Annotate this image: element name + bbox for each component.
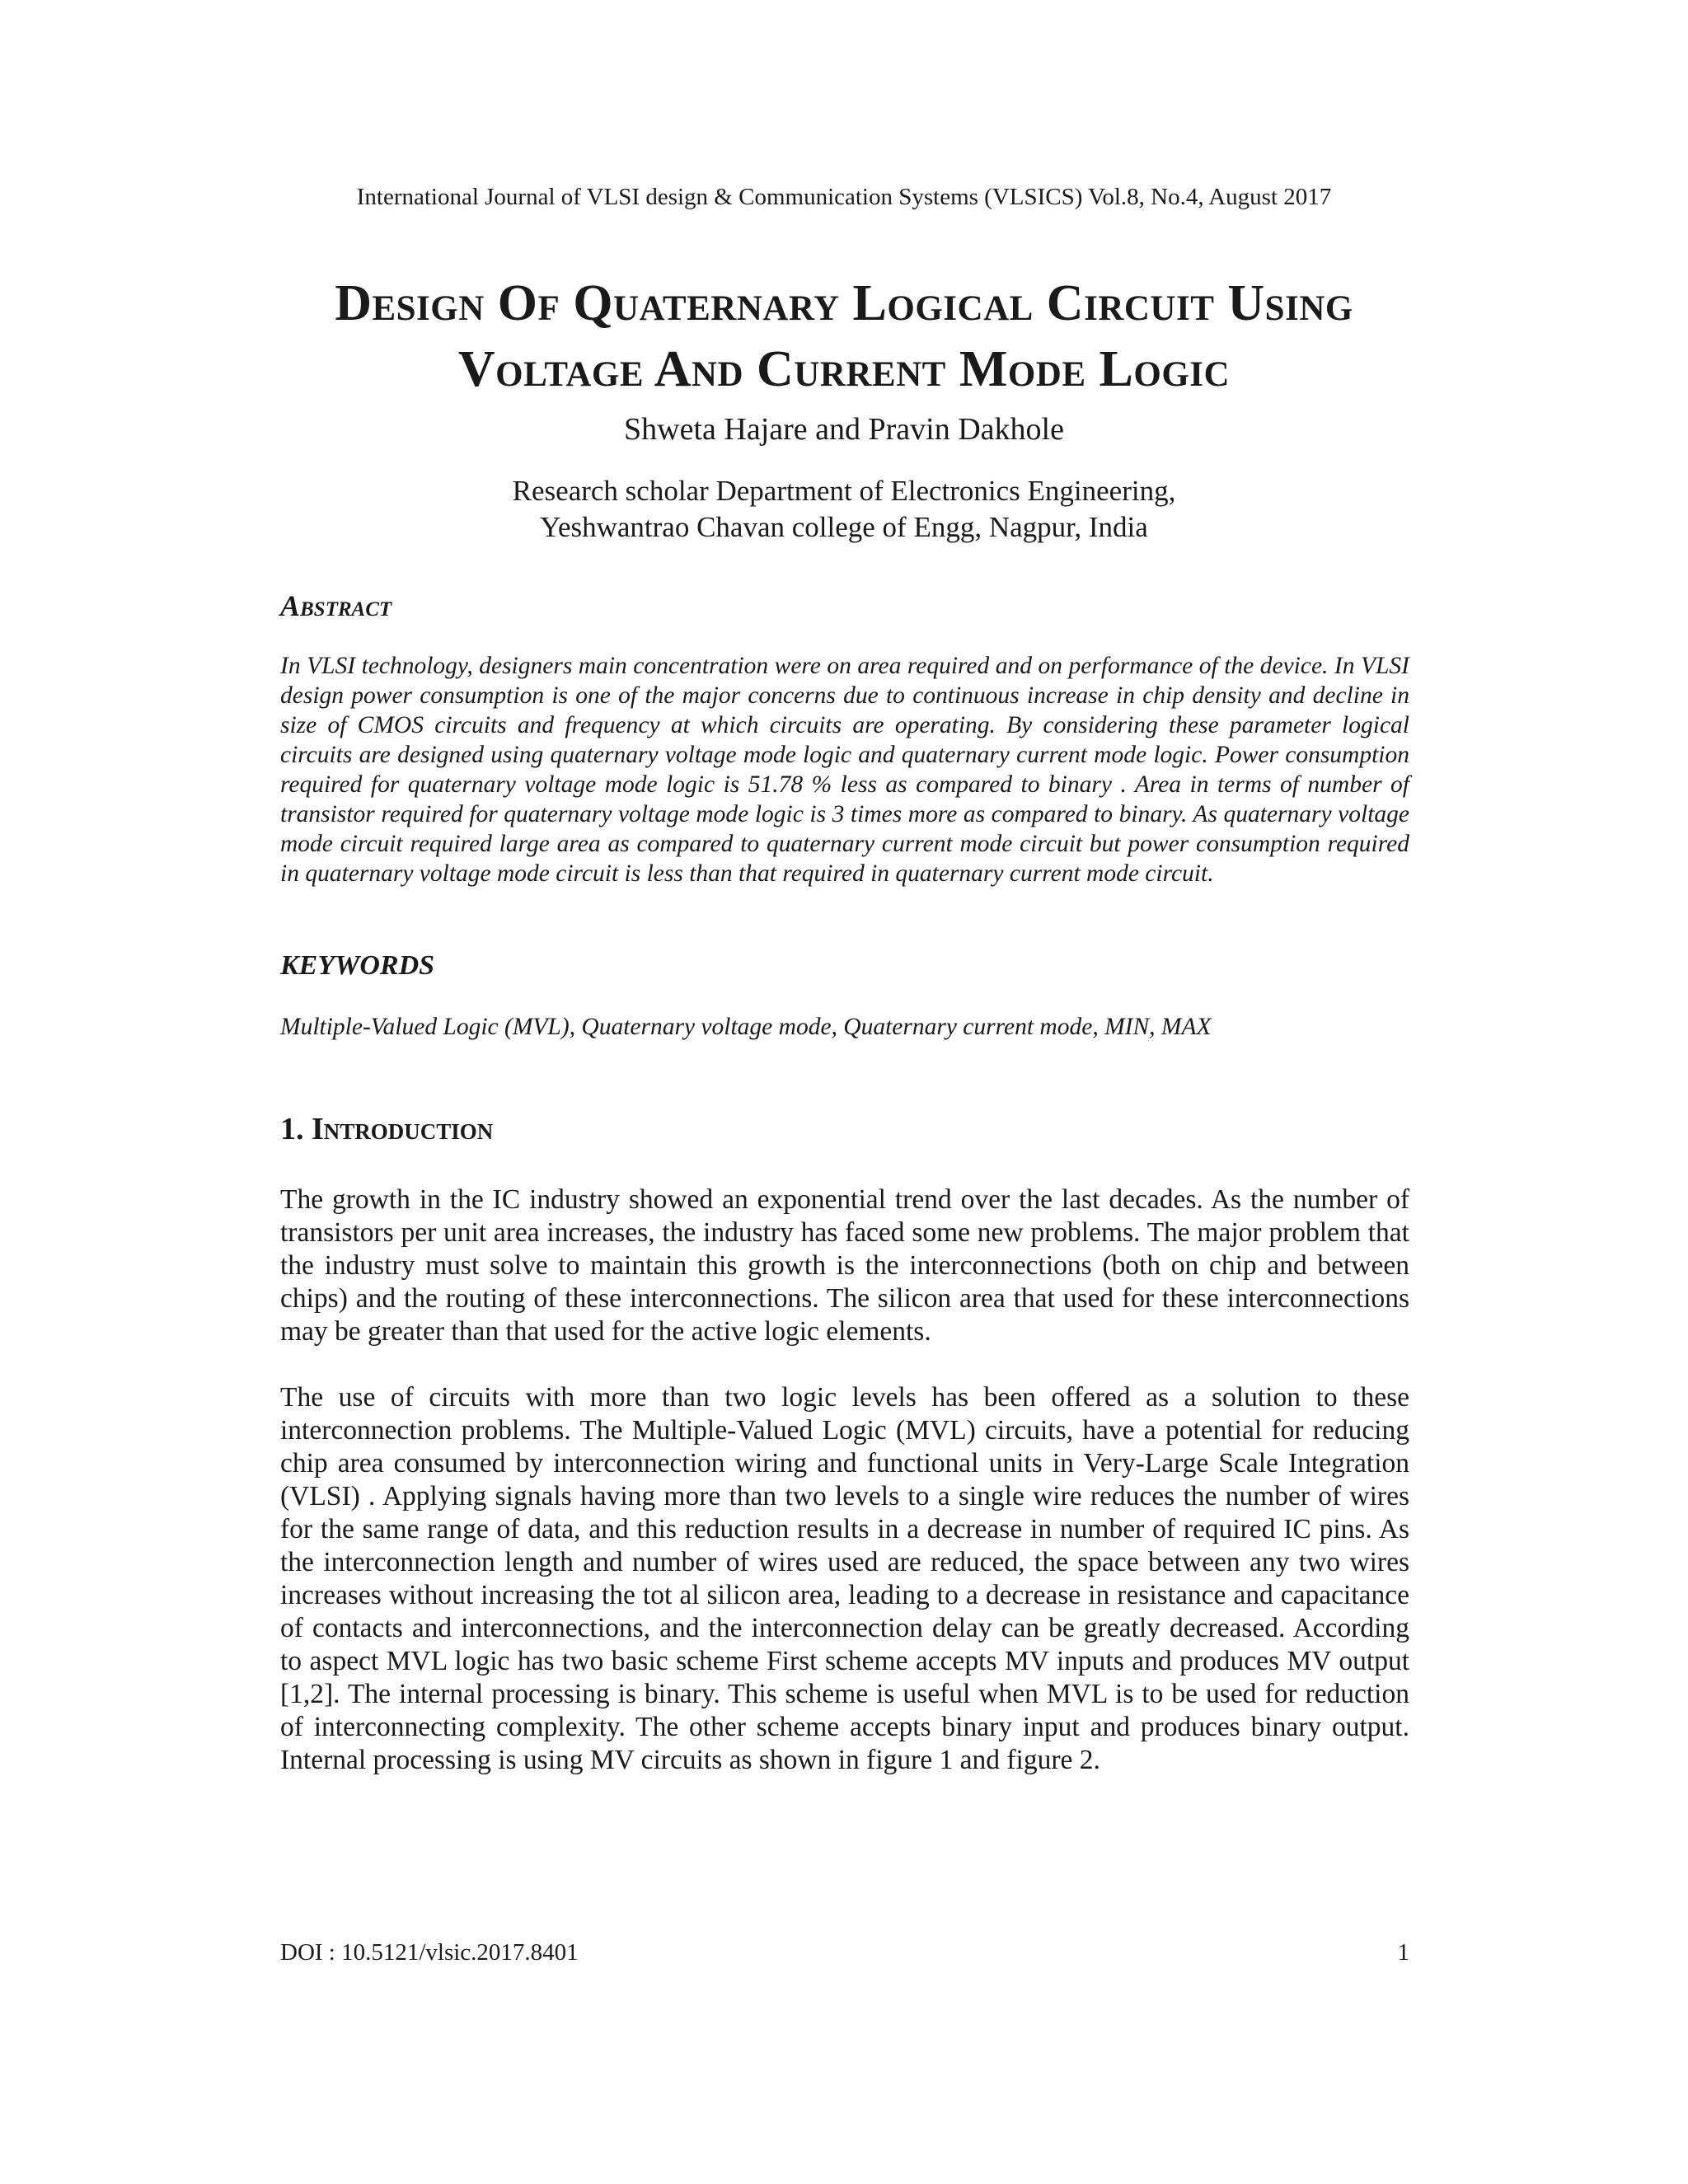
abstract-heading: Abstract [280,589,392,622]
title-line-2: Voltage And Current Mode Logic [457,341,1231,397]
introduction-paragraph-2: The use of circuits with more than two logic levels has been offered as a solution to these interconnection problems. The Multiple-Valued Logic (MVL) circuits, have a potential for reducing chip area consumed by interconnection wiring and functional units in Very-Large Scale Integration (VLSI) . Applying signals having more than two levels to a single wire reduces the number of wires for the same range of data, and this reduction results in a decrease in number of required IC pins. As the interconnection length and number of wires used are reduced, the space between any two wires increases without increasing the tot al silicon area, leading to a decrease in resistance and capacitance of contacts and interconnections, and the interconnection delay can be greatly decreased. According to aspect MVL logic has two basic scheme First scheme accepts MV inputs and produces MV output [1,2]. The internal processing is binary. This scheme is useful when MVL is to be used for reduction of interconnecting complexity. The other scheme accepts binary input and produces binary output. Internal processing is using MV circuits as shown in figure 1 and figure 2. [280,1382,1409,1775]
abstract-text: In VLSI technology, designers main concentration were on area required and on performance of the device. In VLSI design power consumption is one of the major concerns due to continuous increase in chip density and decline in size of CMOS circuits and frequency at which circuits are operating. By considering these parameter logical circuits are designed using quaternary voltage mode logic and quaternary current mode logic. Power consumption required for quaternary voltage mode logic is 51.78 % less as compared to binary . Area in terms of number of transistor required for quaternary voltage mode logic is 3 times more as compared to binary. As quaternary voltage mode circuit required large area as compared to quaternary current mode circuit but power consumption required in quaternary voltage mode circuit is less than that required in quaternary current mode circuit. [280,653,1409,887]
introduction-paragraph-1: The growth in the IC industry showed an exponential trend over the last decades. As the number of transistors per unit area increases, the industry has faced some new problems. The major problem that the industry must solve to maintain this growth is the interconnections (both on chip and between chips) and the routing of these interconnections. The silicon area that used for these interconnections may be greater than that used for the active logic elements. [280,1184,1409,1347]
title-line-1: Design Of Quaternary Logical Circuit Using [335,275,1353,331]
introduction-number: 1. [280,1112,312,1146]
page-number: 1 [1397,1939,1409,1966]
running-header: International Journal of VLSI design & Communication Systems (VLSICS) Vol.8, No.4, August 2017 [356,184,1332,210]
affiliation [0,473,1688,546]
affiliation-line-1: Research scholar Department of Electronics Engineering, [512,475,1176,507]
authors: Shweta Hajare and Pravin Dakhole [624,412,1064,447]
keywords-heading: KEYWORDS [280,950,435,981]
introduction-heading [280,1113,493,1146]
keywords-text: Multiple-Valued Logic (MVL), Quaternary voltage mode, Quaternary current mode, MIN, MAX [280,1014,1212,1040]
introduction-title: Introduction [312,1112,494,1146]
paper-title [247,270,1441,402]
doi-footer: DOI : 10.5121/vlsic.2017.8401 [280,1939,579,1966]
affiliation-line-2: Yeshwantrao Chavan college of Engg, Nagpur, India [540,511,1148,543]
